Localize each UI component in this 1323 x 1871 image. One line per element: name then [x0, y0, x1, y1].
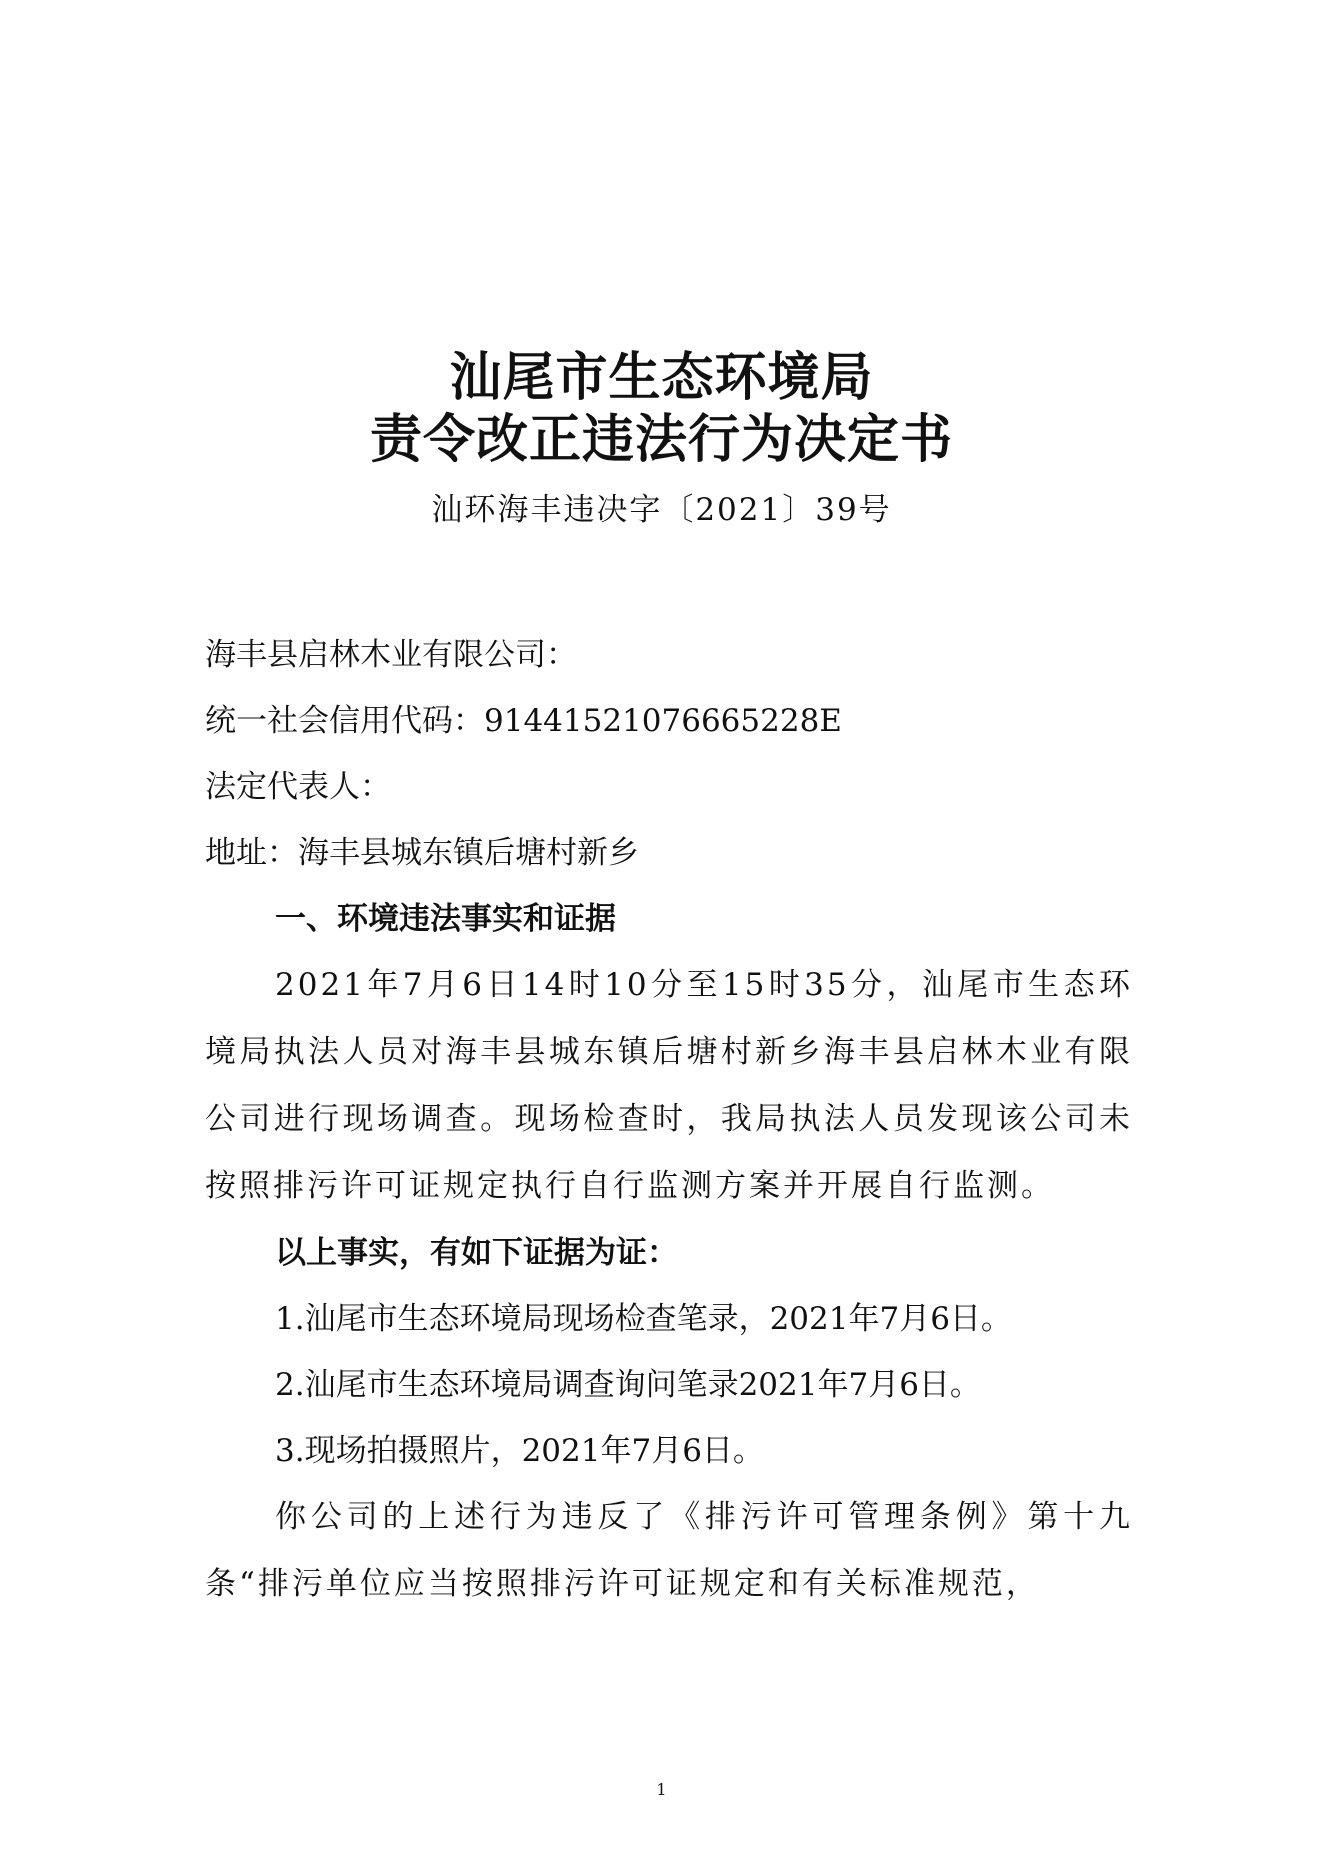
evidence-item-2: 2.汕尾市生态环境局调查询问笔录2021年7月6日。 [275, 1367, 981, 1403]
document-body [205, 622, 1133, 1618]
recipient-address: 地址：海丰县城东镇后塘村新乡 [205, 835, 639, 871]
recipient-legal-rep: 法定代表人： [205, 769, 391, 805]
facts-paragraph: 2021年7月6日14时10分至15时35分，汕尾市生态环境局执法人员对海丰县城东镇后塘村新乡海丰县启林木业有限公司进行现场调查。现场检查时，我局执法人员发现该公司未按照排污许可证规定执行自行监测方案并开展自行监测。 [205, 967, 1133, 1204]
violation-paragraph: 你公司的上述行为违反了《排污许可管理条例》第十九条“排污单位应当按照排污许可证规定和有关标准规范， [205, 1499, 1133, 1602]
recipient-company: 海丰县启林木业有限公司： [205, 637, 577, 673]
recipient-credit-code: 统一社会信用代码：91441521076665228E [205, 703, 842, 739]
document-title-line2: 责令改正违法行为决定书 [369, 410, 953, 470]
section-heading-facts: 一、环境违法事实和证据 [275, 901, 616, 937]
evidence-heading: 以上事实，有如下证据为证： [275, 1235, 678, 1271]
evidence-item-3: 3.现场拍摄照片，2021年7月6日。 [275, 1433, 764, 1469]
evidence-item-1: 1.汕尾市生态环境局现场检查笔录，2021年7月6日。 [275, 1301, 1012, 1337]
document-title-line1: 汕尾市生态环境局 [449, 348, 874, 408]
page-number: 1 [656, 1780, 667, 1799]
document-number: 汕环海丰违决字〔2021〕39号 [431, 492, 892, 528]
